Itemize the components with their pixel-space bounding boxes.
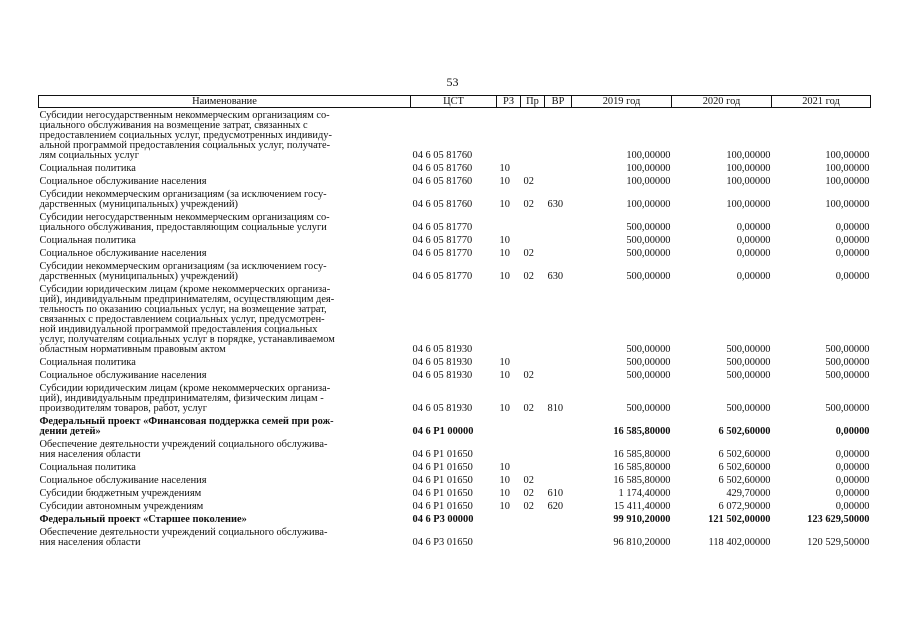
row-rz: 10 — [499, 500, 510, 512]
row-rz — [497, 512, 521, 525]
row-amount-2021: 123 629,50000 — [807, 513, 870, 525]
row-vr — [545, 437, 572, 460]
row-pr — [521, 437, 545, 460]
row-name — [39, 512, 411, 525]
table-row — [39, 233, 871, 246]
row-amount-2020: 0,00000 — [736, 221, 771, 233]
table-row — [39, 187, 871, 210]
row-amount-2020: 6 502,60000 — [718, 448, 771, 460]
row-name-line: Субсидии негосударственным некоммерческим организациям со- — [39, 109, 330, 121]
row-name-line: предоставлением социальных услуг, предусмотренных индивиду- — [39, 129, 332, 141]
row-vr — [545, 233, 572, 246]
row-name-line: Субсидии автономным учреждениям — [39, 500, 204, 512]
row-name — [39, 210, 411, 233]
row-amount-2021: 0,00000 — [835, 270, 870, 282]
row-amount-2021: 500,00000 — [825, 369, 870, 381]
row-amount-2019: 100,00000 — [626, 198, 671, 210]
row-code: 04 6 05 81930 — [412, 356, 473, 368]
table-row — [39, 174, 871, 187]
row-amount-2021: 100,00000 — [825, 162, 870, 174]
row-code: 04 6 05 81930 — [412, 369, 473, 381]
header-rz: РЗ — [497, 96, 521, 108]
table-row — [39, 210, 871, 233]
row-name-line: Социальное обслуживание населения — [39, 247, 207, 259]
row-code: 04 6 05 81770 — [412, 221, 473, 233]
table-row — [39, 259, 871, 282]
row-name-line: Федеральный проект «Финансовая поддержка семей при рож- — [39, 415, 334, 427]
row-name-line: Субсидии некоммерческим организациям (за исключением госу- — [39, 260, 327, 272]
table-row — [39, 460, 871, 473]
row-vr: 610 — [547, 487, 564, 499]
row-pr — [521, 108, 545, 161]
table-row — [39, 368, 871, 381]
row-rz — [497, 525, 521, 548]
row-name — [39, 233, 411, 246]
row-amount-2020: 121 502,00000 — [708, 513, 771, 525]
row-vr — [545, 355, 572, 368]
row-vr: 810 — [547, 402, 564, 414]
row-amount-2021: 0,00000 — [835, 234, 870, 246]
row-name-line: Обеспечение деятельности учреждений социального обслужива- — [39, 526, 328, 538]
row-name-line: циального обслуживания, предоставляющим социальные услуги — [39, 221, 327, 233]
row-name-line: Социальное обслуживание населения — [39, 175, 207, 187]
row-amount-2021: 100,00000 — [825, 198, 870, 210]
row-amount-2021: 0,00000 — [835, 448, 870, 460]
budget-table — [38, 95, 871, 548]
row-amount-2021: 100,00000 — [825, 149, 870, 161]
row-pr: 02 — [523, 487, 534, 499]
table-row — [39, 473, 871, 486]
row-code: 04 6 05 81760 — [412, 175, 473, 187]
row-pr — [521, 512, 545, 525]
header-vr: ВР — [545, 96, 572, 108]
row-name — [39, 460, 411, 473]
row-pr — [521, 414, 545, 437]
row-name — [39, 259, 411, 282]
row-code: 04 6 05 81770 — [412, 247, 473, 259]
row-name — [39, 486, 411, 499]
row-code: 04 6 P1 01650 — [412, 448, 473, 460]
row-name-line: связанных с предоставлением социальных услуг, предусмотрен- — [39, 313, 325, 325]
table-header-row — [39, 96, 871, 108]
row-name-line: Социальная политика — [39, 234, 136, 246]
row-vr — [545, 282, 572, 355]
row-name-line: дении детей» — [39, 425, 101, 437]
row-pr — [521, 161, 545, 174]
row-rz: 10 — [499, 198, 510, 210]
row-rz: 10 — [499, 175, 510, 187]
row-vr: 630 — [547, 198, 564, 210]
header-2019: 2019 год — [572, 96, 672, 108]
row-amount-2019: 100,00000 — [626, 175, 671, 187]
row-name-line: альной программой предоставления социальных услуг, получате- — [39, 139, 331, 151]
header-2020: 2020 год — [672, 96, 772, 108]
row-amount-2020: 100,00000 — [726, 149, 771, 161]
row-name-line: циального обслуживания на возмещение затрат, связанных с — [39, 119, 308, 131]
row-name — [39, 499, 411, 512]
row-pr — [521, 355, 545, 368]
row-amount-2020: 500,00000 — [726, 402, 771, 414]
row-amount-2019: 500,00000 — [626, 356, 671, 368]
row-pr: 02 — [523, 247, 534, 259]
row-code: 04 6 05 81760 — [412, 198, 473, 210]
row-amount-2020: 100,00000 — [726, 175, 771, 187]
row-name-line: Социальная политика — [39, 356, 136, 368]
row-amount-2020: 500,00000 — [726, 356, 771, 368]
row-pr — [521, 233, 545, 246]
row-rz: 10 — [499, 402, 510, 414]
row-amount-2020: 6 502,60000 — [718, 461, 771, 473]
header-pr: Пр — [521, 96, 545, 108]
table-row — [39, 246, 871, 259]
row-pr: 02 — [523, 175, 534, 187]
row-vr — [545, 512, 572, 525]
row-amount-2019: 500,00000 — [626, 234, 671, 246]
row-amount-2020: 100,00000 — [726, 162, 771, 174]
row-code: 04 6 P1 00000 — [412, 425, 474, 437]
row-name-line: дарственных (муниципальных) учреждений) — [39, 270, 239, 282]
row-code: 04 6 P1 01650 — [412, 474, 473, 486]
row-vr — [545, 108, 572, 161]
table-row — [39, 161, 871, 174]
row-amount-2021: 100,00000 — [825, 175, 870, 187]
row-rz: 10 — [499, 487, 510, 499]
row-amount-2021: 0,00000 — [835, 500, 870, 512]
row-name — [39, 246, 411, 259]
table-row — [39, 355, 871, 368]
header-name: Наименование — [39, 96, 411, 108]
table-row — [39, 381, 871, 414]
row-pr — [521, 460, 545, 473]
row-amount-2019: 500,00000 — [626, 221, 671, 233]
row-rz: 10 — [499, 369, 510, 381]
row-amount-2020: 6 072,90000 — [718, 500, 771, 512]
row-amount-2019: 100,00000 — [626, 162, 671, 174]
row-name-line: дарственных (муниципальных) учреждений) — [39, 198, 239, 210]
row-name — [39, 282, 411, 355]
row-code: 04 6 P1 01650 — [412, 487, 473, 499]
row-pr — [521, 525, 545, 548]
row-pr: 02 — [523, 270, 534, 282]
row-amount-2019: 15 411,40000 — [613, 500, 671, 512]
row-amount-2019: 500,00000 — [626, 402, 671, 414]
table-row — [39, 499, 871, 512]
row-vr — [545, 525, 572, 548]
row-name-line: Социальное обслуживание населения — [39, 369, 207, 381]
row-code: 04 6 P3 00000 — [412, 513, 474, 525]
row-pr: 02 — [523, 198, 534, 210]
row-name-line: производителям товаров, работ, услуг — [39, 402, 208, 414]
row-name — [39, 525, 411, 548]
row-rz: 10 — [499, 247, 510, 259]
row-amount-2020: 500,00000 — [726, 343, 771, 355]
row-pr: 02 — [523, 474, 534, 486]
row-name-line: Субсидии некоммерческим организациям (за исключением госу- — [39, 188, 327, 200]
row-name-line: ния населения области — [39, 536, 141, 548]
row-vr — [545, 460, 572, 473]
row-rz: 10 — [499, 474, 510, 486]
row-name-line: Социальная политика — [39, 461, 136, 473]
row-code: 04 6 P3 01650 — [412, 536, 473, 548]
row-name-line: ций), индивидуальным предпринимателям, физическим лицам - — [39, 392, 324, 404]
row-amount-2021: 0,00000 — [835, 474, 870, 486]
row-rz: 10 — [499, 162, 510, 174]
table-row — [39, 437, 871, 460]
row-name — [39, 368, 411, 381]
row-rz — [497, 210, 521, 233]
row-name — [39, 437, 411, 460]
row-rz: 10 — [499, 356, 510, 368]
row-name-line: Субсидии юридическим лицам (кроме некоммерческих организа- — [39, 283, 331, 295]
row-vr: 620 — [547, 500, 564, 512]
row-amount-2021: 500,00000 — [825, 402, 870, 414]
page-number: 53 — [446, 75, 459, 89]
row-amount-2019: 100,00000 — [626, 149, 671, 161]
header-code: ЦСТ — [411, 96, 497, 108]
row-code: 04 6 05 81760 — [412, 149, 473, 161]
row-code: 04 6 05 81770 — [412, 270, 473, 282]
row-name — [39, 187, 411, 210]
row-vr — [545, 174, 572, 187]
row-name-line: услуг, получателям социальных услуг в порядке, устанавливаемом — [39, 333, 335, 345]
row-amount-2021: 0,00000 — [835, 247, 870, 259]
row-amount-2021: 500,00000 — [825, 356, 870, 368]
row-amount-2019: 16 585,80000 — [613, 474, 671, 486]
row-rz — [497, 437, 521, 460]
row-name-line: ций), индивидуальным предпринимателям, осуществляющим дея- — [39, 293, 335, 305]
row-amount-2020: 429,70000 — [726, 487, 771, 499]
row-name-line: ния населения области — [39, 448, 141, 460]
row-pr: 02 — [523, 369, 534, 381]
row-name-line: Субсидии бюджетным учреждениям — [39, 487, 202, 499]
row-name — [39, 473, 411, 486]
row-vr: 630 — [547, 270, 564, 282]
row-amount-2019: 96 810,20000 — [613, 536, 671, 548]
row-code: 04 6 P1 01650 — [412, 500, 473, 512]
table-row — [39, 486, 871, 499]
row-vr — [545, 368, 572, 381]
row-amount-2019: 500,00000 — [626, 247, 671, 259]
row-code: 04 6 05 81930 — [412, 402, 473, 414]
table-body — [39, 108, 871, 548]
row-vr — [545, 246, 572, 259]
row-vr — [545, 161, 572, 174]
row-amount-2021: 0,00000 — [835, 461, 870, 473]
row-amount-2019: 500,00000 — [626, 343, 671, 355]
row-pr: 02 — [523, 402, 534, 414]
row-code: 04 6 P1 01650 — [412, 461, 473, 473]
row-code: 04 6 05 81760 — [412, 162, 473, 174]
row-name — [39, 161, 411, 174]
row-name-line: областным нормативным правовым актом — [39, 343, 226, 355]
row-name-line: Социальное обслуживание населения — [39, 474, 207, 486]
row-amount-2021: 0,00000 — [835, 425, 870, 437]
table-row — [39, 512, 871, 525]
row-rz: 10 — [499, 461, 510, 473]
row-amount-2020: 118 402,00000 — [708, 536, 771, 548]
header-2021: 2021 год — [772, 96, 871, 108]
row-name-line: Социальная политика — [39, 162, 136, 174]
row-amount-2020: 0,00000 — [736, 234, 771, 246]
row-amount-2019: 500,00000 — [626, 369, 671, 381]
row-name — [39, 108, 411, 161]
row-amount-2021: 0,00000 — [835, 487, 870, 499]
row-vr — [545, 414, 572, 437]
table-row — [39, 414, 871, 437]
row-amount-2020: 100,00000 — [726, 198, 771, 210]
row-name — [39, 414, 411, 437]
row-amount-2020: 500,00000 — [726, 369, 771, 381]
row-name-line: Обеспечение деятельности учреждений социального обслужива- — [39, 438, 328, 450]
row-rz — [497, 282, 521, 355]
row-rz: 10 — [499, 234, 510, 246]
row-amount-2020: 6 502,60000 — [718, 425, 771, 437]
row-amount-2020: 0,00000 — [736, 270, 771, 282]
row-code: 04 6 05 81770 — [412, 234, 473, 246]
row-vr — [545, 473, 572, 486]
table-row — [39, 525, 871, 548]
table-row — [39, 282, 871, 355]
row-pr: 02 — [523, 500, 534, 512]
row-pr — [521, 210, 545, 233]
row-amount-2021: 120 529,50000 — [807, 536, 870, 548]
row-amount-2019: 16 585,80000 — [613, 461, 671, 473]
row-name-line: Субсидии юридическим лицам (кроме некоммерческих организа- — [39, 382, 331, 394]
row-pr — [521, 282, 545, 355]
row-name-line: Федеральный проект «Старшее поколение» — [39, 513, 247, 525]
row-amount-2021: 0,00000 — [835, 221, 870, 233]
row-amount-2019: 500,00000 — [626, 270, 671, 282]
row-amount-2019: 16 585,80000 — [613, 425, 671, 437]
row-rz: 10 — [499, 270, 510, 282]
row-code: 04 6 05 81930 — [412, 343, 473, 355]
row-name — [39, 174, 411, 187]
row-amount-2021: 500,00000 — [825, 343, 870, 355]
row-name-line: Субсидии негосударственным некоммерческим организациям со- — [39, 211, 330, 223]
row-rz — [497, 108, 521, 161]
row-amount-2020: 0,00000 — [736, 247, 771, 259]
row-amount-2019: 16 585,80000 — [613, 448, 671, 460]
row-name — [39, 355, 411, 368]
row-name-line: ной индивидуальной программой предоставления социальных — [39, 323, 318, 335]
row-amount-2020: 6 502,60000 — [718, 474, 771, 486]
row-amount-2019: 1 174,40000 — [618, 487, 671, 499]
table-row — [39, 108, 871, 161]
row-vr — [545, 210, 572, 233]
row-amount-2019: 99 910,20000 — [613, 513, 671, 525]
row-rz — [497, 414, 521, 437]
row-name-line: тельность по оказанию социальных услуг, на возмещение затрат, — [39, 303, 327, 315]
row-name-line: лям социальных услуг — [39, 149, 139, 161]
row-name — [39, 381, 411, 414]
